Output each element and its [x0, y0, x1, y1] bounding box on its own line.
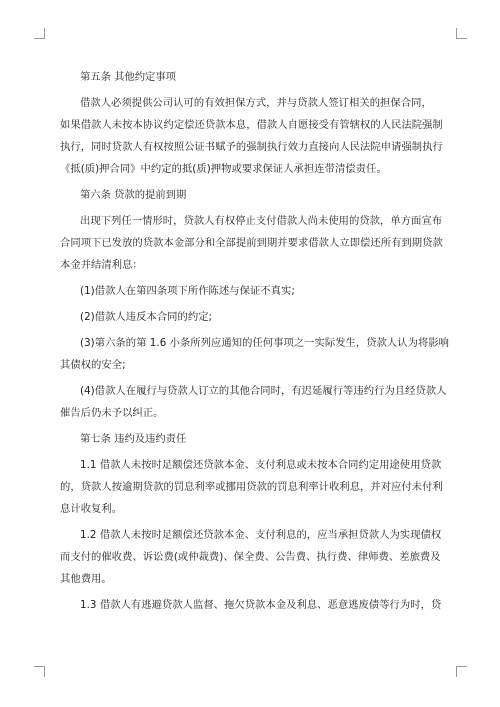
- paragraph-line: 合同项下已发放的贷款本金部分和全部提前到期并要求借款人立即偿还所有到期贷款: [60, 237, 443, 249]
- crop-mark-top-left: [34, 28, 45, 39]
- section-heading: 第五条 其他约定事项: [80, 71, 176, 83]
- paragraph-line: 其债权的安全;: [60, 359, 126, 371]
- paragraph-line: 本金并结清利息：: [60, 259, 143, 271]
- paragraph-line: 执行，同时贷款人有权按照公证书赋予的强制执行效力直接向人民法院申请强制执行: [60, 141, 443, 153]
- paragraph: [60, 210, 448, 276]
- paragraph-line: (1)借款人在第四条项下所作陈述与保证不真实;: [80, 285, 295, 297]
- paragraph-line: 1.1 借款人未按时足额偿还贷款本金、支付利息或未按本合同约定用途使用贷款: [80, 459, 442, 471]
- paragraph-line: 1.2 借款人未按时足额偿还贷款本金、支付利息的，应当承担贷款人为实现债权: [80, 529, 442, 541]
- paragraph: [60, 306, 448, 328]
- section-heading: 第六条 贷款的提前到期: [80, 189, 187, 201]
- paragraph: [60, 454, 448, 520]
- paragraph-line: 《抵(质)押合同》中约定的抵(质)押物或要求保证人承担连带清偿责任。: [60, 163, 387, 175]
- paragraph: [60, 332, 448, 376]
- crop-mark-bottom-left: [34, 666, 45, 677]
- paragraph-line: 如果借款人未按本协议约定偿还贷款本息，借款人自愿接受有管辖权的人民法院强制: [60, 119, 443, 131]
- document-body: [60, 66, 448, 620]
- paragraph: [60, 280, 448, 302]
- paragraph-line: 出现下列任一情形时，贷款人有权停止支付借款人尚未使用的贷款，单方面宣布: [80, 215, 443, 227]
- paragraph: [60, 524, 448, 590]
- paragraph-line: 其他费用。: [60, 573, 112, 585]
- paragraph-line: 而支付的催收费、诉讼费(或仲裁费)、保全费、公告费、执行费、律师费、差旅费及: [60, 551, 441, 563]
- paragraph-line: 催告后仍未予以纠正。: [60, 407, 164, 419]
- paragraph-line: 1.3 借款人有逃避贷款人监督、拖欠贷款本金及利息、恶意逃废债等行为时，贷: [80, 599, 442, 611]
- paragraph-line: 借款人必须提供公司认可的有效担保方式，并与贷款人签订相关的担保合同，: [80, 97, 432, 109]
- paragraph-line: 息计收复利。: [60, 503, 123, 515]
- section-heading: 第七条 违约及违约责任: [80, 433, 187, 445]
- paragraph: [60, 92, 448, 180]
- paragraph-line: (3)第六条的第 1.6 小条所列应通知的任何事项之一实际发生，贷款人认为将影响: [80, 337, 450, 349]
- crop-mark-bottom-right: [456, 666, 467, 677]
- crop-mark-top-right: [456, 28, 467, 39]
- paragraph: [60, 380, 448, 424]
- paragraph-line: (4)借款人在履行与贷款人订立的其他合同时，有迟延履行等违约行为且经贷款人: [80, 385, 447, 397]
- paragraph: [60, 594, 448, 616]
- paragraph-line: (2)借款人违反本合同的约定;: [80, 311, 213, 323]
- paragraph-line: 的，贷款人按逾期贷款的罚息利率或挪用贷款的罚息利率计收利息，并对应付未付利: [60, 481, 443, 493]
